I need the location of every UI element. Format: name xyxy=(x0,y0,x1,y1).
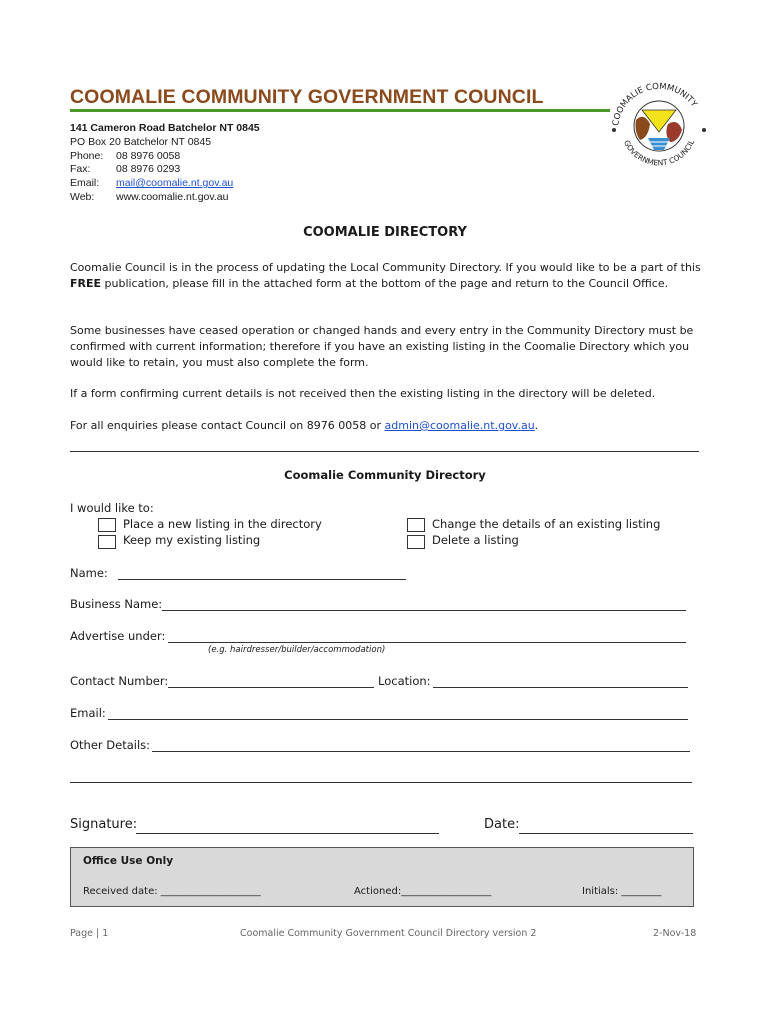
options-intro: I would like to: xyxy=(70,501,154,515)
other-details-field-line-2[interactable] xyxy=(70,782,692,783)
fax-number: 08 8976 0293 xyxy=(116,163,181,176)
keep-listing-label: Keep my existing listing xyxy=(123,533,261,547)
page-number: Page | 1 xyxy=(70,928,109,939)
location-field[interactable] xyxy=(433,687,688,688)
email-field[interactable] xyxy=(108,719,688,720)
signature-label: Signature: xyxy=(70,817,138,832)
change-listing-label: Change the details of an existing listing xyxy=(432,517,661,531)
delete-listing-checkbox[interactable] xyxy=(407,535,425,549)
location-label: Location: xyxy=(378,674,431,688)
other-details-field[interactable] xyxy=(152,751,690,752)
phone-number: 08 8976 0058 xyxy=(116,149,181,162)
web-address: www.coomalie.nt.gov.au xyxy=(116,190,229,203)
council-logo xyxy=(604,80,714,180)
street-address: 141 Cameron Road Batchelor NT 0845 xyxy=(70,122,260,134)
form-section-title: Coomalie Community Directory xyxy=(284,468,486,482)
phone-label: Phone: xyxy=(70,149,104,162)
po-box: PO Box 20 Batchelor NT 0845 xyxy=(70,135,212,148)
advertise-hint: (e.g. hairdresser/builder/accommodation) xyxy=(208,645,386,655)
contact-number-field[interactable] xyxy=(168,687,374,688)
org-title: COOMALIE COMMUNITY GOVERNMENT COUNCIL xyxy=(70,86,544,108)
date-label: Date: xyxy=(484,817,520,832)
business-name-label: Business Name: xyxy=(70,597,163,611)
footer-doc-name: Coomalie Community Government Council Directory version 2 xyxy=(240,928,537,939)
logo-text-bottom: GOVERNMENT COUNCIL xyxy=(621,138,697,168)
fax-label: Fax: xyxy=(70,163,91,176)
name-field[interactable] xyxy=(118,579,406,580)
signature-field[interactable] xyxy=(136,833,439,834)
email-label: Email: xyxy=(70,177,100,190)
advertise-label: Advertise under: xyxy=(70,629,166,643)
logo-text-top: COOMALIE COMMUNITY xyxy=(611,81,699,127)
change-listing-checkbox[interactable] xyxy=(407,518,425,532)
footer-date: 2-Nov-18 xyxy=(653,928,697,939)
intro-paragraph-3: If a form confirming current details is not received then the existing listing in the directory will be deleted. xyxy=(70,387,656,400)
intro-paragraph-1: Coomalie Council is in the process of updating the Local Community Directory. If you would like to be a part of this FREE publication, please fill in the attached form at the bottom of the page and return to the Council Office. xyxy=(70,261,701,290)
new-listing-checkbox[interactable] xyxy=(98,518,116,532)
email-link[interactable]: mail@coomalie.nt.gov.au xyxy=(116,177,234,190)
intro-paragraph-2: Some businesses have ceased operation or changed hands and every entry in the Community Directory must be confirmed with current information; therefore if you have an existing listing in the Coomalie Directory which you would like to retain, you must also complete the form. xyxy=(70,324,694,369)
office-use-title: Office Use Only xyxy=(83,855,174,867)
delete-listing-label: Delete a listing xyxy=(432,533,519,547)
other-details-label: Other Details: xyxy=(70,738,151,752)
name-label: Name: xyxy=(70,566,108,580)
business-name-field[interactable] xyxy=(162,610,686,611)
email-field-label: Email: xyxy=(70,706,106,720)
directory-title: COOMALIE DIRECTORY xyxy=(303,225,467,240)
date-field[interactable] xyxy=(519,833,693,834)
keep-listing-checkbox[interactable] xyxy=(98,535,116,549)
intro-paragraph-4: For all enquiries please contact Council on 8976 0058 or admin@coomalie.nt.gov.au. xyxy=(70,419,539,432)
initials-field[interactable]: Initials: ________ xyxy=(582,886,662,897)
actioned-field[interactable]: Actioned:__________________ xyxy=(354,886,492,897)
section-divider xyxy=(70,451,699,452)
enquiry-email-link[interactable]: admin@coomalie.nt.gov.au xyxy=(384,419,535,432)
new-listing-label: Place a new listing in the directory xyxy=(123,517,322,531)
received-date-field[interactable]: Received date: ____________________ xyxy=(83,886,261,897)
contact-number-label: Contact Number: xyxy=(70,674,169,688)
advertise-field[interactable] xyxy=(168,642,686,643)
contact-block xyxy=(70,122,260,205)
web-label: Web: xyxy=(70,190,95,203)
title-underline xyxy=(70,109,610,112)
office-use-box xyxy=(70,847,694,907)
